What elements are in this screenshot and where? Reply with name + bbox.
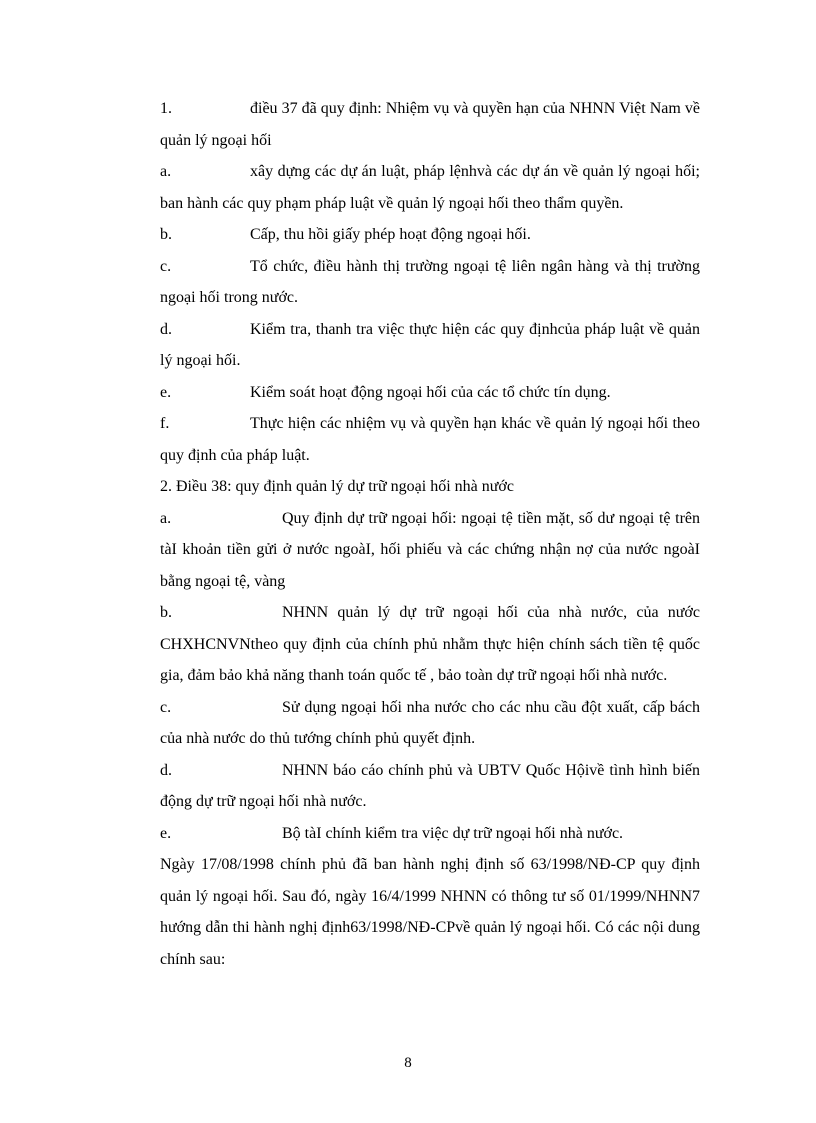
s1-item-f-label: f. xyxy=(160,415,170,432)
s2-item-d-text: NHNN báo cáo chính phủ và UBTV Quốc Hộivề tình hình biến động dự trữ ngoại hối nhà nước. xyxy=(160,761,700,810)
s1-item-c-text: Tổ chức, điều hành thị trường ngoại tệ liên ngân hàng và thị trường ngoại hối trong nước. xyxy=(160,257,700,306)
s2-item-b xyxy=(160,597,700,692)
s1-item-d xyxy=(160,314,700,377)
s1-item-a-label: a. xyxy=(160,163,172,180)
s2-item-c-text: Sử dụng ngoại hối nha nước cho các nhu cầu đột xuất, cấp bách của nhà nước do thủ tướng chính phủ quyết định. xyxy=(160,698,700,747)
s2-item-a-text: Quy định dự trữ ngoại hối: ngoại tệ tiền mặt, số dư ngoại tệ trên tàI khoản tiền gửi ở nước ngoàI, hối phiếu và các chứng nhận nợ của nước ngoàI bằng ngoại tệ, vàng xyxy=(160,509,700,590)
section-1-number: 1. xyxy=(160,100,172,117)
page-number: 8 xyxy=(404,1055,412,1071)
s2-item-e xyxy=(160,818,700,850)
section-1-text: điều 37 đã quy định: Nhiệm vụ và quyền hạn của NHNN Việt Nam về quản lý ngoại hối xyxy=(160,100,700,149)
s1-item-d-text: Kiểm tra, thanh tra việc thực hiện các quy địnhcủa pháp luật về quản lý ngoại hối. xyxy=(160,320,700,369)
document-body xyxy=(160,93,700,975)
s2-item-c xyxy=(160,692,700,755)
s1-item-e-label: e. xyxy=(160,383,172,401)
s2-item-a xyxy=(160,503,700,598)
s2-item-e-label: e. xyxy=(160,824,172,842)
s1-item-b xyxy=(160,219,700,251)
s1-item-b-label: b. xyxy=(160,226,172,243)
s1-item-a-text: xây dựng các dự án luật, pháp lệnhvà các dự án về quản lý ngoại hối; ban hành các quy phạm pháp luật về quản lý ngoại hối theo thẩm quyền. xyxy=(160,163,700,212)
s2-item-b-label: b. xyxy=(160,604,172,621)
closing-paragraph: Ngày 17/08/1998 chính phủ đã ban hành nghị định số 63/1998/NĐ-CP quy định quản lý ngoại hối. Sau đó, ngày 16/4/1999 NHNN có thông tư số 01/1999/NHNN7 hướng dẫn thi hành nghị định63/1998/NĐ-CPvề quản lý ngoại hối. Có các nội dung chính sau: xyxy=(160,856,700,968)
s1-item-b-text: Cấp, thu hồi giấy phép hoạt động ngoại hối. xyxy=(250,226,531,243)
s1-item-d-label: d. xyxy=(160,320,172,338)
s2-item-e-text: Bộ tàI chính kiểm tra việc dự trữ ngoại hối nhà nước. xyxy=(282,824,624,842)
s2-item-c-label: c. xyxy=(160,698,172,716)
s1-item-f xyxy=(160,408,700,471)
s1-item-f-text: Thực hiện các nhiệm vụ và quyền hạn khác về quản lý ngoại hối theo quy định của pháp luật. xyxy=(160,415,700,464)
s1-item-a xyxy=(160,156,700,219)
s1-item-c-label: c. xyxy=(160,257,172,275)
s2-item-d xyxy=(160,755,700,818)
section-1-heading xyxy=(160,93,700,156)
s1-item-e-text: Kiểm soát hoạt động ngoại hối của các tổ chức tín dụng. xyxy=(250,383,611,401)
s2-item-a-label: a. xyxy=(160,509,172,527)
s2-item-b-text: NHNN quản lý dự trữ ngoại hối của nhà nước, của nước CHXHCNVNtheo quy định của chính phủ nhằm thực hiện chính sách tiền tệ quốc gia, đảm bảo khả năng thanh toán quốc tế , bảo toàn dự trữ ngoại hối nhà nước. xyxy=(160,604,700,684)
s2-item-d-label: d. xyxy=(160,761,172,779)
section-2-heading: 2. Điều 38: quy định quản lý dự trữ ngoại hối nhà nước xyxy=(160,478,514,495)
s1-item-e xyxy=(160,377,700,409)
s1-item-c xyxy=(160,251,700,314)
